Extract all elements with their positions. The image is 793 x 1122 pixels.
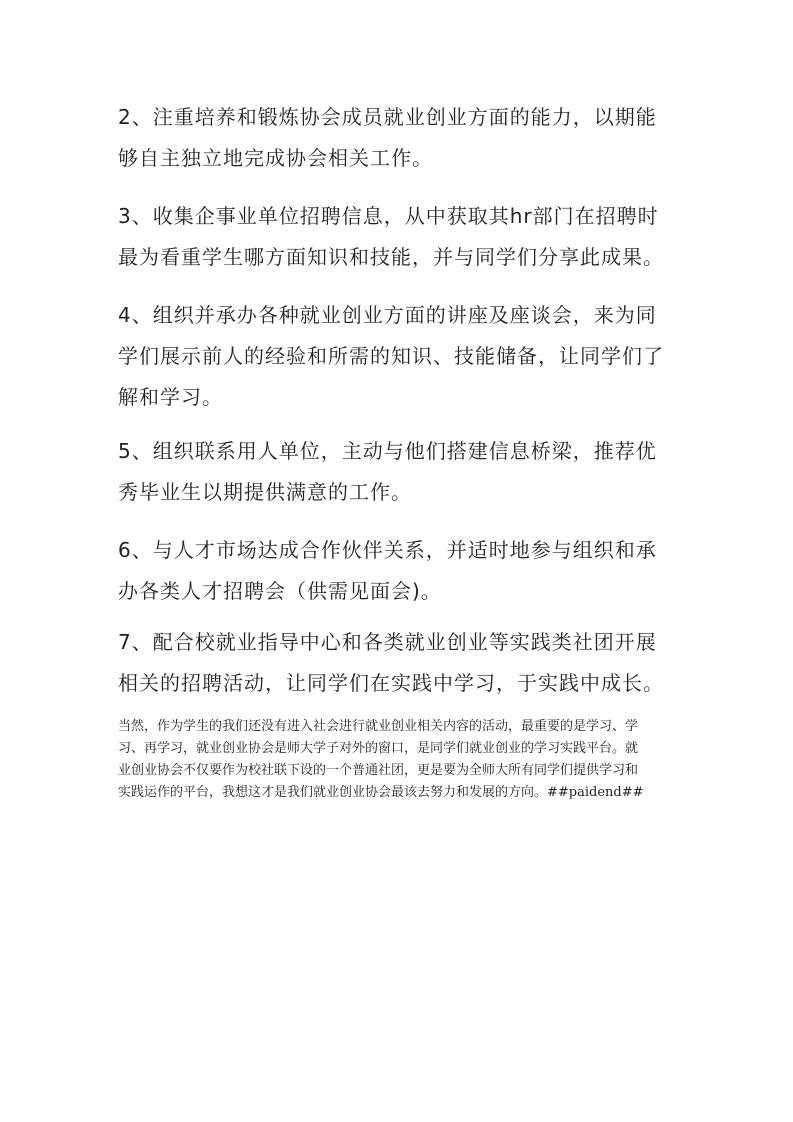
item-4-line-2: 学们展示前人的经验和所需的知识、技能储备，让同学们了 <box>118 344 664 368</box>
item-6-line-1: 6、与人才市场达成合作伙伴关系，并适时地参与组织和承 <box>118 538 657 562</box>
closing-line-4: 实践运作的平台，我想这才是我们就业创业协会最该去努力和发展的方向。##paidend## <box>118 785 644 800</box>
item-4-line-3: 解和学习。 <box>118 385 223 409</box>
item-5-line-2: 秀毕业生以期提供满意的工作。 <box>118 480 412 504</box>
item-3-line-2: 最为看重学生哪方面知识和技能，并与同学们分享此成果。 <box>118 245 664 269</box>
closing-line-2: 习、再学习，就业创业协会是师大学子对外的窗口，是同学们就业创业的学习实践平台。就 <box>118 741 639 756</box>
closing-line-1: 当然，作为学生的我们还没有进入社会进行就业创业相关内容的活动，最重要的是学习、学 <box>118 719 639 734</box>
item-2-line-2: 够自主独立地完成协会相关工作。 <box>118 146 433 170</box>
item-3-line-1: 3、收集企事业单位招聘信息，从中获取其hr部门在招聘时 <box>118 204 659 228</box>
list-item-7 <box>118 622 678 704</box>
list-item-6 <box>118 530 678 612</box>
closing-line-3: 业创业协会不仅要作为校社联下设的一个普通社团，更是要为全师大所有同学们提供学习和 <box>118 763 639 778</box>
closing-paragraph <box>118 716 683 804</box>
list-item-5 <box>118 431 678 513</box>
item-4-line-1: 4、组织并承办各种就业创业方面的讲座及座谈会，来为同 <box>118 303 657 327</box>
item-7-line-2: 相关的招聘活动，让同学们在实践中学习，于实践中成长。 <box>118 671 664 695</box>
item-5-line-1: 5、组织联系用人单位，主动与他们搭建信息桥梁，推荐优 <box>118 439 657 463</box>
item-6-line-2: 办各类人才招聘会（供需见面会)。 <box>118 579 442 603</box>
list-item-3 <box>118 196 678 278</box>
item-2-line-1: 2、注重培养和锻炼协会成员就业创业方面的能力，以期能 <box>118 105 657 129</box>
list-item-4 <box>118 295 678 418</box>
item-7-line-1: 7、配合校就业指导中心和各类就业创业等实践类社团开展 <box>118 630 657 654</box>
list-item-2 <box>118 97 678 179</box>
